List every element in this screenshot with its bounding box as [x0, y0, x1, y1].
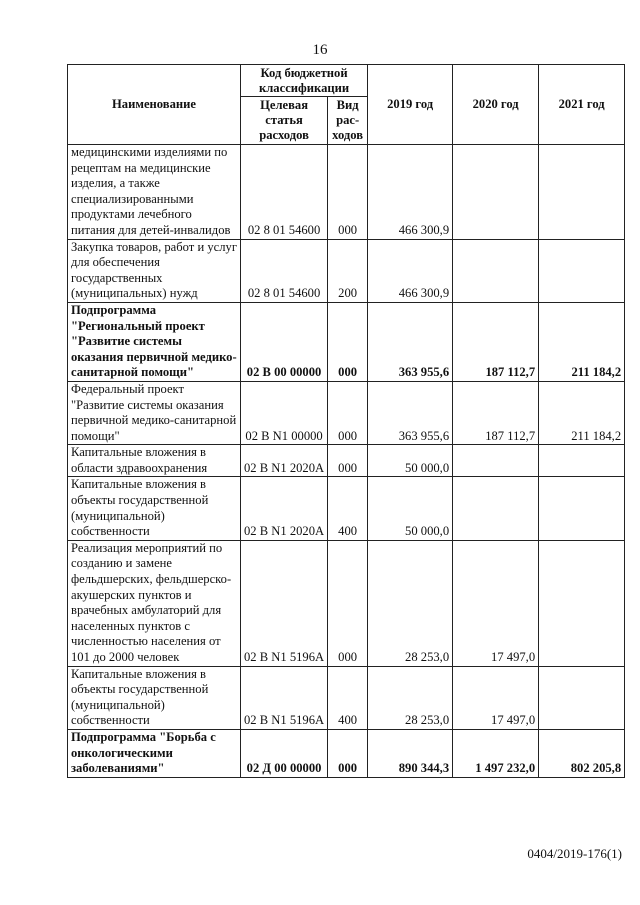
row-value-2020: [453, 477, 539, 540]
row-value-2019: 50 000,0: [368, 477, 453, 540]
row-value-2021: [539, 666, 625, 729]
row-name: Капитальные вложения в области здравоохранения: [68, 445, 241, 477]
row-name: Закупка товаров, работ и услуг для обеспечения государственных (муниципальных) нужд: [68, 239, 241, 302]
row-name: медицинскими изделиями по рецептам на медицинские изделия, а также специализированными продуктами лечебного питания для детей-инвалидов: [68, 145, 241, 240]
row-expense-type: 000: [328, 445, 368, 477]
row-value-2021: 802 205,8: [539, 729, 625, 777]
header-target-article: Целевая статья расходов: [241, 97, 328, 145]
row-target-article: 02 В N1 2020А: [241, 477, 328, 540]
row-value-2021: [539, 239, 625, 302]
row-target-article: 02 Д 00 00000: [241, 729, 328, 777]
header-expense-type: Вид рас-ходов: [328, 97, 368, 145]
header-2020: 2020 год: [453, 65, 539, 145]
row-expense-type: 000: [328, 540, 368, 666]
header-2021: 2021 год: [539, 65, 625, 145]
row-target-article: 02 8 01 54600: [241, 239, 328, 302]
header-name: Наименование: [68, 65, 241, 145]
row-name: Реализация мероприятий по созданию и замене фельдшерских, фельдшерско-акушерских пунктов и врачебных амбулаторий для населенных пунктов с численностью населения от 101 до 2000 человек: [68, 540, 241, 666]
row-expense-type: 000: [328, 729, 368, 777]
row-target-article: 02 В N1 00000: [241, 381, 328, 444]
row-expense-type: 000: [328, 381, 368, 444]
row-value-2019: 28 253,0: [368, 666, 453, 729]
budget-table: [67, 64, 625, 778]
table-row: [68, 666, 625, 729]
row-value-2019: 466 300,9: [368, 239, 453, 302]
row-value-2020: [453, 239, 539, 302]
row-value-2021: [539, 477, 625, 540]
document-code: 0404/2019-176(1): [527, 846, 622, 861]
row-expense-type: 000: [328, 145, 368, 240]
page-number: 16: [312, 42, 328, 58]
row-value-2021: [539, 540, 625, 666]
row-target-article: 02 В N1 2020А: [241, 445, 328, 477]
row-expense-type: 000: [328, 302, 368, 381]
row-target-article: 02 8 01 54600: [241, 145, 328, 240]
table-row: [68, 729, 625, 777]
row-value-2020: 17 497,0: [453, 666, 539, 729]
table-row: [68, 381, 625, 444]
header-budget-code: Код бюджетной классификации: [241, 65, 368, 97]
row-target-article: 02 В 00 00000: [241, 302, 328, 381]
table-row: [68, 302, 625, 381]
table-row: [68, 239, 625, 302]
row-value-2019: 890 344,3: [368, 729, 453, 777]
row-name: Федеральный проект "Развитие системы оказания первичной медико-санитарной помощи": [68, 381, 241, 444]
header-2019: 2019 год: [368, 65, 453, 145]
row-value-2019: 50 000,0: [368, 445, 453, 477]
row-value-2019: 28 253,0: [368, 540, 453, 666]
table-row: [68, 477, 625, 540]
row-name: Капитальные вложения в объекты государственной (муниципальной) собственности: [68, 477, 241, 540]
table-row: [68, 445, 625, 477]
row-value-2021: [539, 145, 625, 240]
row-value-2021: 211 184,2: [539, 302, 625, 381]
row-expense-type: 400: [328, 666, 368, 729]
row-value-2019: 363 955,6: [368, 302, 453, 381]
table-row: [68, 145, 625, 240]
row-value-2021: [539, 445, 625, 477]
row-value-2020: 187 112,7: [453, 302, 539, 381]
row-value-2021: 211 184,2: [539, 381, 625, 444]
row-target-article: 02 В N1 5196А: [241, 540, 328, 666]
row-value-2020: 1 497 232,0: [453, 729, 539, 777]
row-name: Подпрограмма "Борьба с онкологическими заболеваниями": [68, 729, 241, 777]
row-value-2020: [453, 145, 539, 240]
row-expense-type: 200: [328, 239, 368, 302]
row-expense-type: 400: [328, 477, 368, 540]
row-value-2019: 466 300,9: [368, 145, 453, 240]
row-value-2020: [453, 445, 539, 477]
table-row: [68, 540, 625, 666]
row-value-2020: 187 112,7: [453, 381, 539, 444]
row-target-article: 02 В N1 5196А: [241, 666, 328, 729]
row-name: Капитальные вложения в объекты государственной (муниципальной) собственности: [68, 666, 241, 729]
row-value-2020: 17 497,0: [453, 540, 539, 666]
row-value-2019: 363 955,6: [368, 381, 453, 444]
row-name: Подпрограмма "Региональный проект "Развитие системы оказания первичной медико-санитарной помощи": [68, 302, 241, 381]
